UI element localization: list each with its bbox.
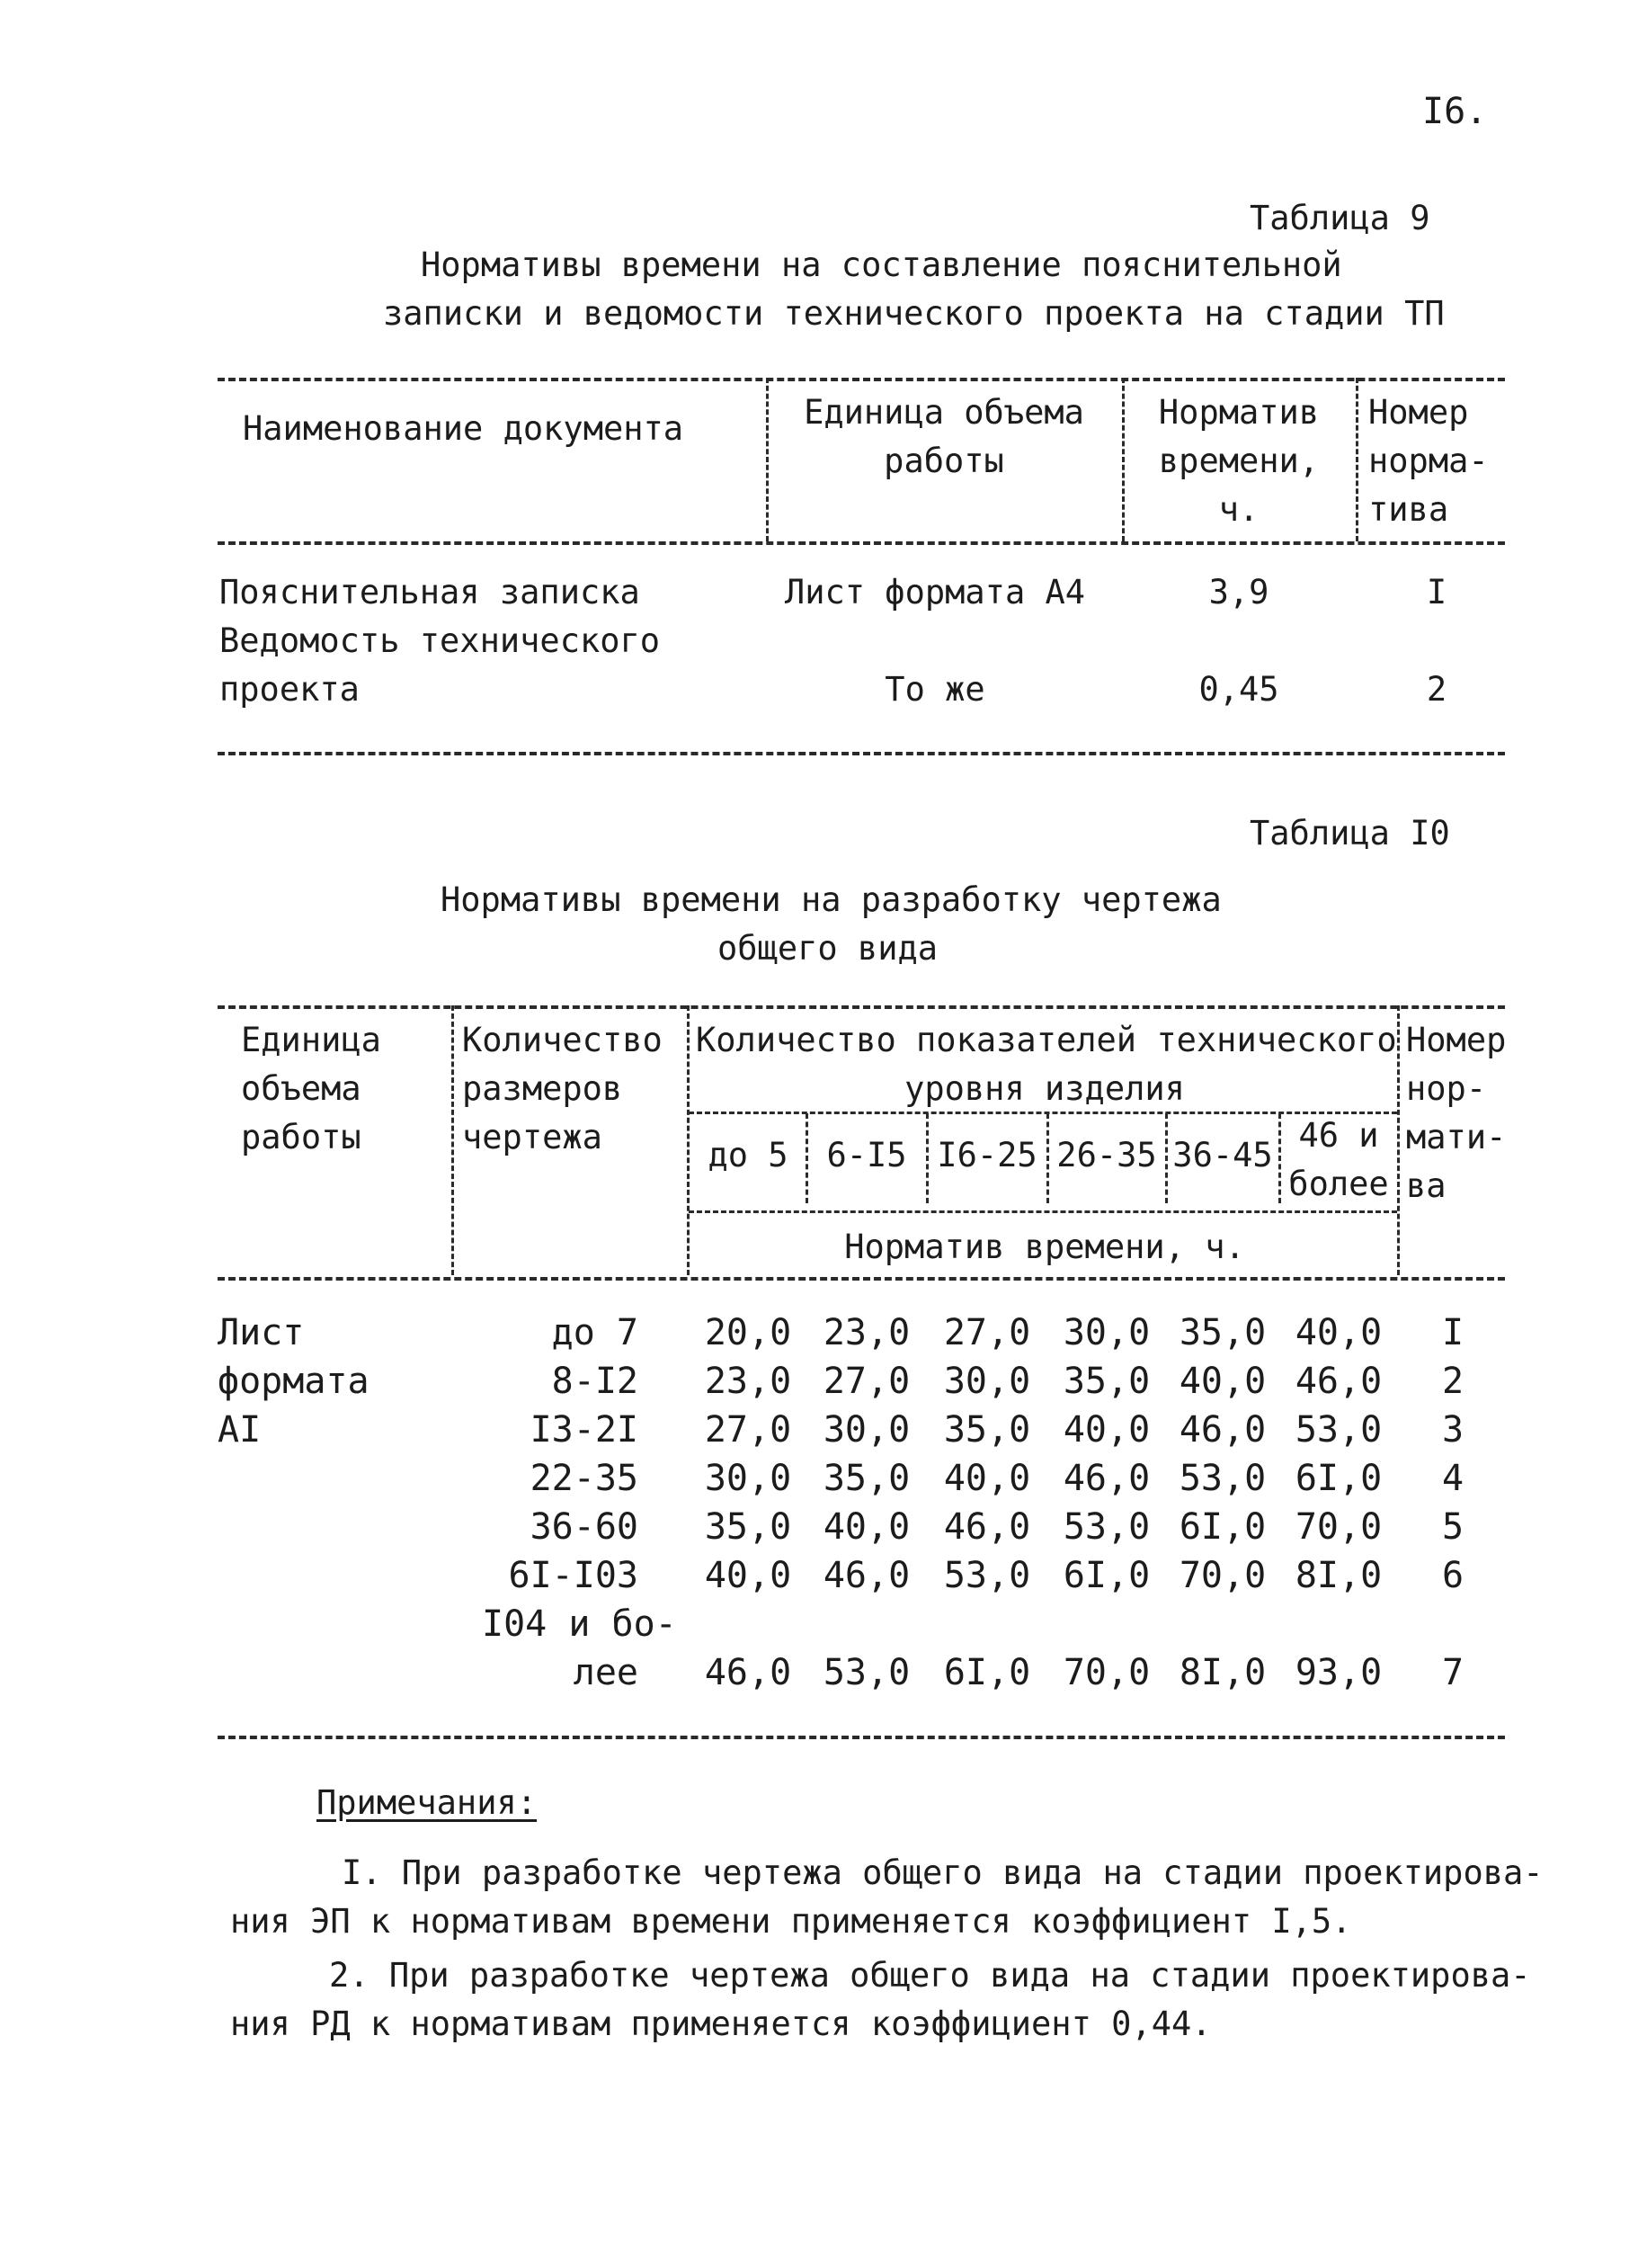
table10-row4-v6: 6I,0 (1295, 1458, 1383, 1499)
table9-bottom-rule (218, 752, 1505, 755)
table9-label: Таблица 9 (1250, 199, 1430, 237)
table10-col-header-1: до 5 (708, 1136, 788, 1174)
table9-header-norm-3: ч. (1218, 490, 1260, 529)
table10-row4-size: 22-35 (530, 1458, 638, 1499)
table9-row1-name: Пояснительная записка (219, 573, 640, 612)
table9-row2-name-2: проекта (219, 670, 360, 709)
table10-row3-v3: 35,0 (943, 1409, 1031, 1451)
table10-row1-number: I (1441, 1312, 1464, 1353)
table10-row6-v6: 8I,0 (1295, 1555, 1383, 1596)
table10-header-number-1: Номер (1406, 1021, 1507, 1059)
table10-col-header-6a: 46 и (1298, 1116, 1379, 1155)
note1-line2: ния ЭП к нормативам времени применяется коэффициент I,5. (230, 1902, 1352, 1941)
table9-header-rule (218, 541, 1505, 545)
table10-row5-number: 5 (1441, 1506, 1464, 1548)
table10-col-header-5: 36-45 (1172, 1136, 1273, 1174)
table10-row5-v4: 53,0 (1063, 1506, 1151, 1548)
table10-row4-v1: 30,0 (704, 1458, 792, 1499)
table10-row2-v1: 23,0 (704, 1361, 792, 1402)
table10-row6-v3: 53,0 (943, 1555, 1031, 1596)
table10-row2-v6: 46,0 (1295, 1361, 1383, 1402)
table9-col-divider-2 (1122, 378, 1125, 541)
table9-header-number-1: Номер (1368, 393, 1469, 432)
note1-line1: I. При разработке чертежа общего вида на стадии проектирова- (342, 1853, 1544, 1892)
table9-title-line2: записки и ведомости технического проекта на стадии ТП (383, 294, 1445, 333)
table10-header-indicators-2: уровня изделия (904, 1069, 1185, 1108)
table9-row1-number: I (1426, 573, 1447, 612)
table10-col-header-6b: более (1288, 1165, 1389, 1203)
table10-row4-v4: 46,0 (1063, 1458, 1151, 1499)
table10-row2-v5: 40,0 (1179, 1361, 1267, 1402)
table10-row4-v5: 53,0 (1179, 1458, 1267, 1499)
table10-subheader-rule-2 (689, 1210, 1397, 1213)
table10-row4-number: 4 (1441, 1458, 1464, 1499)
table9-header-norm-2: времени, (1158, 442, 1320, 480)
table10-unit-cell-3: АI (218, 1409, 262, 1451)
table10-row5-v1: 35,0 (704, 1506, 792, 1548)
table10-row3-v1: 27,0 (704, 1409, 792, 1451)
table10-row5-v6: 70,0 (1295, 1506, 1383, 1548)
table10-label: Таблица I0 (1250, 814, 1450, 853)
table10-row2-number: 2 (1441, 1361, 1464, 1402)
table10-header-size-3: чертежа (462, 1118, 602, 1156)
table10-row7-v4: 70,0 (1063, 1652, 1151, 1693)
note2-line1: 2. При разработке чертежа общего вида на стадии проектирова- (329, 1956, 1531, 1995)
table10-row7-v5: 8I,0 (1179, 1652, 1267, 1693)
table10-unit-cell-1: Лист (218, 1312, 305, 1353)
table10-unit-cell-2: формата (218, 1361, 369, 1402)
table9-row1-unit: Лист формата А4 (784, 573, 1086, 612)
table9-row1-value: 3,9 (1208, 573, 1269, 612)
table10-header-number-3: мати- (1406, 1118, 1507, 1156)
table10-row3-v6: 53,0 (1295, 1409, 1383, 1451)
table10-row7-number: 7 (1441, 1652, 1464, 1693)
table10-row3-v2: 30,0 (823, 1409, 911, 1451)
table10-col-divider-size (687, 1005, 690, 1275)
table10-header-size-2: размеров (462, 1069, 623, 1108)
table10-title-line1: Нормативы времени на разработку чертежа (441, 880, 1222, 919)
table10-row1-v6: 40,0 (1295, 1312, 1383, 1353)
table10-col-divider-unit (451, 1005, 454, 1275)
table10-row6-v2: 46,0 (823, 1555, 911, 1596)
table10-header-indicators-1: Количество показателей технического (696, 1021, 1397, 1059)
table10-col-header-4: 26-35 (1056, 1136, 1157, 1174)
table10-row5-size: 36-60 (530, 1506, 638, 1548)
table10-norm-time-header: Норматив времени, ч. (844, 1228, 1245, 1266)
table10-row7-v1: 46,0 (704, 1652, 792, 1693)
notes-heading: Примечания: (316, 1783, 538, 1822)
table10-row1-v3: 27,0 (943, 1312, 1031, 1353)
table9-header-unit-2: работы (884, 442, 1004, 480)
table10-row3-v4: 40,0 (1063, 1409, 1151, 1451)
table10-top-rule (218, 1005, 1505, 1009)
table10-header-unit-3: работы (241, 1118, 361, 1156)
table10-row6-v1: 40,0 (704, 1555, 792, 1596)
table10-header-number-2: нор- (1406, 1069, 1487, 1108)
table10-header-number-4: ва (1406, 1166, 1447, 1205)
table10-row3-size: I3-2I (530, 1409, 638, 1451)
table10-header-rule (218, 1277, 1505, 1281)
table10-row2-v2: 27,0 (823, 1361, 911, 1402)
table9-header-number-2: норма- (1368, 442, 1489, 480)
table10-col-header-2: 6-I5 (826, 1136, 907, 1174)
note2-line2: ния РД к нормативам применяется коэффициент 0,44. (230, 2005, 1212, 2043)
table9-row2-number: 2 (1426, 670, 1447, 709)
table10-row1-size: до 7 (551, 1312, 638, 1353)
table10-col-header-3: I6-25 (937, 1136, 1037, 1174)
table10-row7-v3: 6I,0 (943, 1652, 1031, 1693)
table10-row4-v3: 40,0 (943, 1458, 1031, 1499)
table10-row7-size: лее (573, 1652, 638, 1693)
table10-row2-v3: 30,0 (943, 1361, 1031, 1402)
table9-row2-name-1: Ведомость технического (219, 621, 661, 660)
table9-header-number-3: тива (1368, 490, 1449, 529)
table10-row4-v2: 35,0 (823, 1458, 911, 1499)
table10-subheader-rule-1 (689, 1112, 1397, 1114)
table10-row3-v5: 46,0 (1179, 1409, 1267, 1451)
table10-row6-v5: 70,0 (1179, 1555, 1267, 1596)
table10-row6-size: 6I-I03 (508, 1555, 638, 1596)
table10-row1-v2: 23,0 (823, 1312, 911, 1353)
table10-row1-v1: 20,0 (704, 1312, 792, 1353)
table10-header-unit-2: объема (241, 1069, 361, 1108)
table9-row2-value: 0,45 (1198, 670, 1279, 709)
table10-row6-number: 6 (1441, 1555, 1464, 1596)
table10-row7-v6: 93,0 (1295, 1652, 1383, 1693)
table10-row3-number: 3 (1441, 1409, 1464, 1451)
table9-header-norm-1: Норматив (1158, 393, 1320, 432)
table10-row6-v4: 6I,0 (1063, 1555, 1151, 1596)
table9-title-line1: Нормативы времени на составление пояснительной (421, 246, 1342, 284)
table10-row1-v4: 30,0 (1063, 1312, 1151, 1353)
table10-row2-v4: 35,0 (1063, 1361, 1151, 1402)
table9-col-divider-1 (766, 378, 769, 541)
table10-title-line2: общего вида (717, 929, 939, 968)
table9-header-unit-1: Единица объема (804, 393, 1084, 432)
table10-row5-v3: 46,0 (943, 1506, 1031, 1548)
table10-row7-size-1: I04 и бо- (482, 1603, 677, 1645)
table10-col-divider-number (1397, 1005, 1400, 1275)
table10-row5-v2: 40,0 (823, 1506, 911, 1548)
table10-header-unit-1: Единица (241, 1021, 381, 1059)
table9-top-rule (218, 378, 1505, 381)
table10-row2-size: 8-I2 (551, 1361, 638, 1402)
table9-row2-unit: То же (885, 670, 985, 709)
table10-row1-v5: 35,0 (1179, 1312, 1267, 1353)
table9-col-divider-3 (1356, 378, 1358, 541)
table10-header-size-1: Количество (462, 1021, 663, 1059)
table10-row7-v2: 53,0 (823, 1652, 911, 1693)
table10-bottom-rule (218, 1736, 1505, 1739)
table10-row5-v5: 6I,0 (1179, 1506, 1267, 1548)
page-number: I6. (1422, 91, 1488, 132)
table9-header-name: Наименование документа (243, 409, 684, 448)
